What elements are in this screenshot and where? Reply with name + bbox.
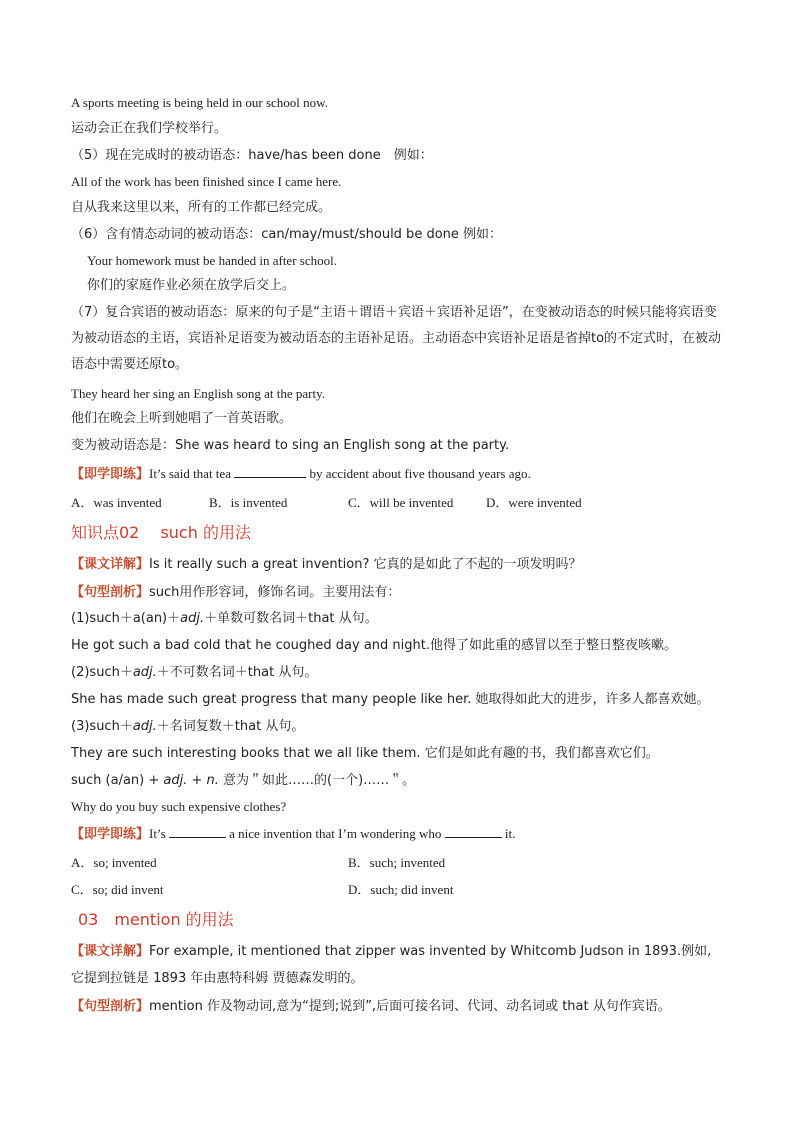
example-sentence-en: All of the work has been finished since I came here. [71, 174, 342, 189]
analysis-tag: 【句型剖析】 [71, 999, 150, 1014]
practice-tag: 【即学即练】 [71, 827, 150, 842]
example-sentence-en: They heard her sing an English song at the party. [71, 386, 326, 401]
option-b[interactable]: B．is invented [209, 495, 288, 510]
option-d[interactable]: D．were invented [486, 495, 582, 510]
example-sentence-cn: 你们的家庭作业必须在放学后交上。 [87, 278, 296, 293]
option-a[interactable]: A．was invented [71, 495, 162, 510]
example-sentence: She has made such great progress that many people like her. 她取得如此大的进步，许多人都喜欢她。 [71, 692, 710, 707]
passive-transform-example: 变为被动语态是：She was heard to sing an English song at the party. [71, 438, 510, 453]
section-heading-such: 知识点02 such 的用法 [71, 523, 251, 542]
option-c[interactable]: C．will be invented [348, 495, 454, 510]
example-sentence: They are such interesting books that we all like them. 它们是如此有趣的书，我们都喜欢它们。 [71, 746, 659, 761]
answer-blank[interactable] [445, 825, 502, 838]
pattern-analysis: 【句型剖析】such用作形容词，修饰名词。主要用法有： [71, 585, 401, 600]
analysis-tag: 【句型剖析】 [71, 585, 150, 600]
detail-tag: 【课文详解】 [71, 944, 150, 959]
example-sentence-en: Your homework must be handed in after school. [87, 253, 337, 268]
example-sentence-cn: 自从我来这里以来，所有的工作都已经完成。 [71, 200, 332, 215]
section-heading-mention: 03 mention 的用法 [78, 910, 234, 929]
example-sentence-cn: 运动会正在我们学校举行。 [71, 121, 228, 136]
usage-rule-1: (1)such＋a(an)＋adj.＋单数可数名词＋that 从句。 [71, 611, 378, 626]
rule-modal-passive: （6）含有情态动词的被动语态：can/may/must/should be done 例如： [71, 227, 503, 242]
text-detail: 【课文详解】For example, it mentioned that zipper was invented by Whitcomb Judson in 1893.例如,它提到拉链是 1893 年由惠特科姆 贾德森发明的。 [71, 944, 712, 986]
example-sentence-en: A sports meeting is being held in our school now. [71, 95, 328, 110]
detail-tag: 【课文详解】 [71, 557, 150, 572]
option-d[interactable]: D．such; did invent [348, 882, 454, 897]
usage-rule-3: (3)such＋adj.＋名词复数＋that 从句。 [71, 719, 305, 734]
option-c[interactable]: C．so; did invent [71, 882, 164, 897]
such-meaning: such (a/an) + adj. + n. 意为＂如此……的(一个)……＂。 [71, 773, 416, 788]
option-a[interactable]: A．so; invented [71, 855, 157, 870]
pattern-analysis: 【句型剖析】mention 作及物动词,意为“提到;说到”,后面可接名词、代词、动名词或 that 从句作宾语。 [71, 999, 671, 1014]
option-b[interactable]: B．such; invented [348, 855, 446, 870]
answer-blank[interactable] [234, 465, 306, 478]
example-sentence-cn: 他们在晚会上听到她唱了一首英语歌。 [71, 411, 293, 426]
practice-question-1: 【即学即练】It’s said that tea by accident about five thousand years ago. [71, 466, 531, 482]
rule-present-perfect-passive: （5）现在完成时的被动语态：have/has been done 例如： [71, 148, 433, 163]
usage-rule-2: (2)such＋adj.＋不可数名词＋that 从句。 [71, 665, 318, 680]
example-sentence: He got such a bad cold that he coughed day and night.他得了如此重的感冒以至于整日整夜咳嗽。 [71, 638, 677, 653]
rule-complex-object-passive: （7）复合宾语的被动语态：原来的句子是“主语＋谓语＋宾语＋宾语补足语”，在变被动语态的时候只能将宾语变为被动语态的主语，宾语补足语变为被动语态的主语补足语。主动语态中宾语补足语是省掉to的不定式时，在被动语态中需要还原to。 [71, 305, 722, 372]
practice-question-2: 【即学即练】It’s a nice invention that I’m wondering who it. [71, 826, 516, 842]
text-detail: 【课文详解】Is it really such a great invention? 它真的是如此了不起的一项发明吗？ [71, 557, 582, 572]
answer-blank[interactable] [169, 825, 226, 838]
practice-tag: 【即学即练】 [71, 467, 150, 482]
example-sentence: Why do you buy such expensive clothes? [71, 799, 287, 814]
